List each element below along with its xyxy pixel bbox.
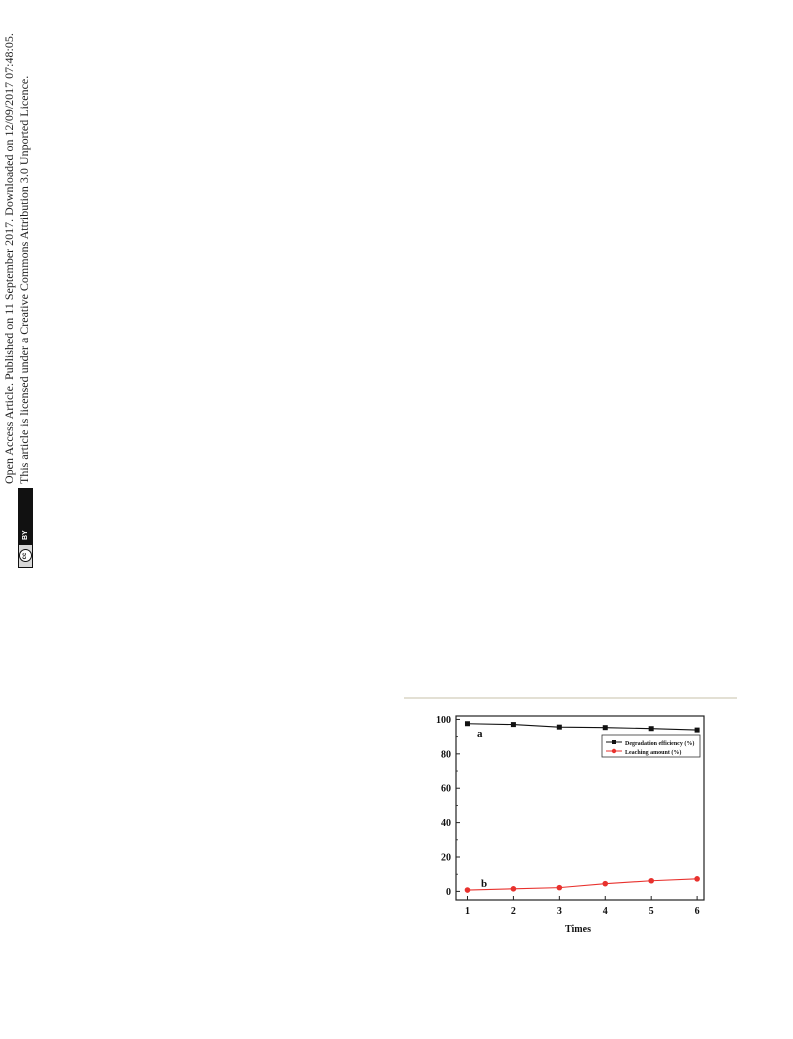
data-point <box>602 881 608 887</box>
y-tick-label: 40 <box>441 818 451 830</box>
x-tick-label: 5 <box>648 906 654 917</box>
annotation-a: a <box>477 728 483 740</box>
y-tick-label: 0 <box>446 886 451 898</box>
x-axis <box>465 896 700 917</box>
data-point <box>649 726 654 731</box>
license-notice <box>2 33 38 568</box>
section-divider <box>404 697 737 699</box>
legend <box>602 735 700 757</box>
data-point <box>694 876 700 882</box>
data-point <box>695 728 700 733</box>
x-tick-label: 1 <box>464 906 470 917</box>
data-point <box>511 886 517 892</box>
data-point <box>648 878 654 884</box>
y-tick-label: 60 <box>441 783 451 795</box>
data-point <box>557 725 562 730</box>
cc-by-badge[interactable] <box>18 488 33 568</box>
data-point <box>511 722 516 727</box>
data-point <box>557 885 563 891</box>
license-line-2[interactable]: This article is licensed under a Creative Commons Attribution 3.0 Unported Licence. <box>17 75 31 484</box>
reusability-chart <box>404 704 734 944</box>
y-tick-label: 20 <box>441 852 451 864</box>
x-tick-label: 6 <box>694 906 700 917</box>
data-point <box>603 725 608 730</box>
series-line-2 <box>467 879 697 890</box>
y-tick-label: 80 <box>441 749 451 761</box>
x-tick-label: 4 <box>602 906 608 917</box>
legend-marker-degradation <box>612 740 616 744</box>
x-tick-label: 3 <box>556 906 562 917</box>
series-line-1 <box>467 724 697 730</box>
cc-icon: cc <box>19 544 32 567</box>
x-axis-label: Times <box>565 924 591 935</box>
data-point <box>465 887 471 893</box>
legend-marker-leaching <box>612 749 616 753</box>
by-label: BY <box>19 489 32 544</box>
data-point <box>465 721 470 726</box>
annotation-b: b <box>481 878 488 890</box>
legend-label-leaching: Leaching amount (%) <box>625 750 682 756</box>
x-tick-label: 2 <box>510 906 516 917</box>
y-tick-label: 100 <box>436 714 451 726</box>
license-line-1: Open Access Article. Published on 11 September 2017. Downloaded on 12/09/2017 07:48:05. <box>2 33 16 484</box>
legend-label-degradation: Degradation efficiency (%) <box>625 741 695 747</box>
